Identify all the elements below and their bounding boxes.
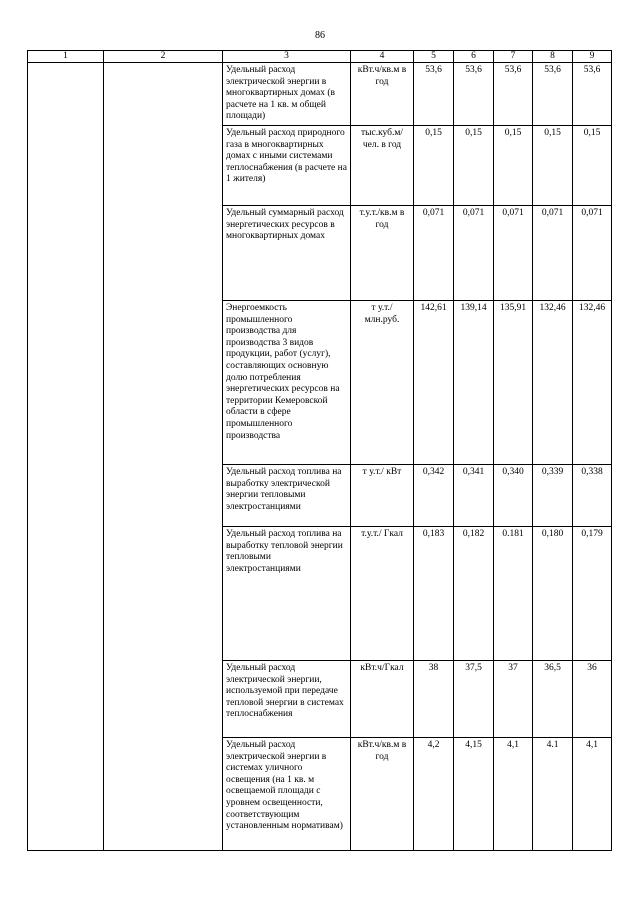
value-cell: 53,6 [494,63,533,126]
header-cell: 2 [104,51,223,63]
value-cell: 132,46 [533,300,573,464]
indicator-unit: т у.т./ кВт [351,464,414,526]
value-cell: 37 [494,660,533,737]
value-cell: 0,341 [454,464,494,526]
value-cell: 0,183 [414,526,454,660]
header-cell: 3 [223,51,351,63]
value-cell: 36,5 [533,660,573,737]
value-cell: 4,2 [414,737,454,850]
header-cell: 4 [351,51,414,63]
empty-col2 [104,63,223,851]
header-cell: 7 [494,51,533,63]
value-cell: 0,179 [573,526,612,660]
header-cell: 9 [573,51,612,63]
value-cell: 53,6 [533,63,573,126]
indicator-name: Удельный расход электрической энергии в системах уличного освещения (на 1 кв. м освещаемой площади с уровнем освещенности, соответствующим установленным нормативам) [223,737,351,850]
value-cell: 53,6 [573,63,612,126]
indicator-name: Удельный расход топлива на выработку тепловой энергии тепловыми электростанциями [223,526,351,660]
indicator-name: Удельный расход электрической энергии в многоквартирных домах (в расчете на 1 кв. м общей площади) [223,63,351,126]
indicator-unit: кВт.ч/Гкал [351,660,414,737]
value-cell: 132,46 [573,300,612,464]
indicator-unit: т.у.т./кв.м в год [351,205,414,300]
value-cell: 53,6 [454,63,494,126]
table-row [28,63,612,126]
value-cell: 0,071 [414,205,454,300]
value-cell: 4.1 [533,737,573,850]
value-cell: 0,071 [533,205,573,300]
value-cell: 142,61 [414,300,454,464]
indicator-name: Удельный расход электрической энергии, используемой при передаче тепловой энергии в системах теплоснабжения [223,660,351,737]
value-cell: 0,15 [533,125,573,205]
indicators-table [27,50,612,851]
indicator-name: Энергоемкость промышленного производства для производства 3 видов продукции, работ (услуг), составляющих основную долю потребления энергетических ресурсов на территории Кемеровской области в сфере промышленного производства [223,300,351,464]
value-cell: 4,15 [454,737,494,850]
value-cell: 0,338 [573,464,612,526]
value-cell: 0,180 [533,526,573,660]
value-cell: 0,339 [533,464,573,526]
header-row [28,51,612,63]
indicator-name: Удельный расход топлива на выработку электрической энергии тепловыми электростанциями [223,464,351,526]
value-cell: 0,071 [494,205,533,300]
value-cell: 0,15 [494,125,533,205]
value-cell: 0,15 [414,125,454,205]
value-cell: 0,071 [573,205,612,300]
header-cell: 1 [28,51,104,63]
value-cell: 53,6 [414,63,454,126]
header-cell: 8 [533,51,573,63]
indicator-unit: кВт.ч/кв.м в год [351,63,414,126]
empty-col1 [28,63,104,851]
value-cell: 38 [414,660,454,737]
value-cell: 0,071 [454,205,494,300]
value-cell: 0.181 [494,526,533,660]
header-cell: 5 [414,51,454,63]
value-cell: 37,5 [454,660,494,737]
value-cell: 0,342 [414,464,454,526]
value-cell: 135,91 [494,300,533,464]
value-cell: 0,340 [494,464,533,526]
header-cell: 6 [454,51,494,63]
indicator-unit: кВт.ч/кв.м в год [351,737,414,850]
indicator-unit: тыс.куб.м/ чел. в год [351,125,414,205]
value-cell: 0,182 [454,526,494,660]
indicator-unit: т у.т./ млн.руб. [351,300,414,464]
indicator-name: Удельный суммарный расход энергетических ресурсов в многоквартирных домах [223,205,351,300]
value-cell: 0,15 [454,125,494,205]
value-cell: 139,14 [454,300,494,464]
value-cell: 0,15 [573,125,612,205]
page-number: 86 [315,30,325,41]
value-cell: 4,1 [573,737,612,850]
indicator-name: Удельный расход природного газа в многоквартирных домах с иными системами теплоснабжения (в расчете на 1 жителя) [223,125,351,205]
value-cell: 4,1 [494,737,533,850]
value-cell: 36 [573,660,612,737]
indicator-unit: т.у.т./ Гкал [351,526,414,660]
